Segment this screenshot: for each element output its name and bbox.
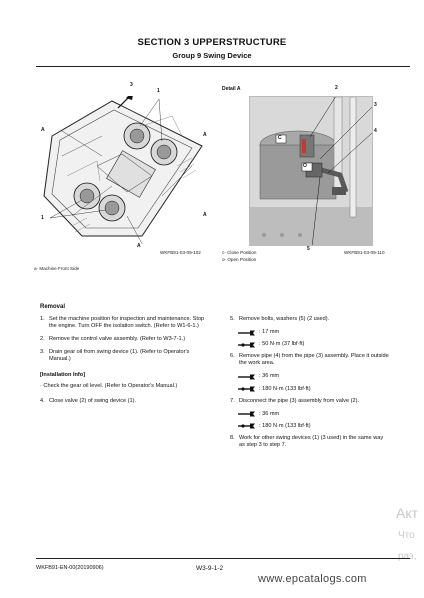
step-3 — [40, 349, 210, 363]
left-callout-a-right-lower: A — [203, 212, 207, 218]
step-number: 7. — [230, 397, 235, 404]
step-2 — [40, 336, 210, 343]
removal-heading: Removal — [40, 304, 66, 310]
right-callout-2: 2 — [335, 85, 338, 91]
step-number: 3. — [40, 349, 45, 356]
step-8 — [230, 435, 390, 449]
right-text-column — [230, 316, 390, 455]
page-number: W3-9-1-2 — [196, 565, 224, 572]
step-number: 8. — [230, 434, 235, 441]
step-number: 4. — [40, 397, 45, 404]
step-1 — [40, 316, 210, 330]
wrench-icon — [238, 374, 256, 380]
step-6 — [230, 353, 390, 367]
spec-value: : 36 mm — [259, 410, 280, 417]
left-callout-1-top: 1 — [157, 88, 160, 94]
figure-left — [42, 96, 210, 244]
left-text-column — [40, 304, 210, 411]
torque-wrench-icon — [238, 386, 256, 392]
group-title: Group 9 Swing Device — [172, 51, 252, 60]
step-number: 2. — [40, 336, 45, 343]
section-title: SECTION 3 UPPERSTRUCTURE — [137, 37, 287, 48]
figure-right-photo — [249, 96, 373, 246]
step-number: 1. — [40, 316, 45, 323]
spec-value: : 180 N·m (133 lbf·ft) — [259, 385, 311, 392]
wrench-spec — [238, 411, 390, 418]
activate-windows-line-3: раз, — [398, 551, 417, 562]
wrench-icon — [238, 411, 256, 417]
right-figure-code: WKFB91-03-09-110 — [344, 250, 385, 255]
left-callout-a-right-upper: A — [203, 132, 207, 138]
installation-info-heading: [Installation Info] — [40, 371, 86, 378]
detail-a-photo — [250, 97, 372, 245]
left-callout-3: 3 — [130, 82, 133, 88]
watermark-url[interactable]: www.epcatalogs.com — [258, 573, 367, 585]
step-text: Remove pipe (4) from the pipe (3) assembly. Place it outside the work area. — [239, 353, 389, 367]
right-label-c: C — [278, 135, 282, 141]
step-5 — [230, 316, 390, 323]
header-divider — [36, 66, 410, 67]
detail-a-title: Detail A — [222, 86, 241, 92]
right-callout-3: 3 — [374, 102, 377, 108]
right-legend-open: o- Open Position — [222, 257, 257, 262]
torque-spec — [238, 341, 390, 348]
wrench-spec — [238, 373, 390, 380]
step-text: Remove the control valve assembly. (Refer to W3-7-1.) — [49, 336, 186, 343]
torque-spec — [238, 423, 390, 430]
document-code: WKFB91-EN-00(20190906) — [36, 565, 104, 571]
right-legend-close: c- Close Position — [222, 250, 257, 255]
step-text: Set the machine position for inspection and maintenance. Stop the engine. Turn OFF the isolation switch. (Refer to W1-6-1.) — [49, 316, 205, 330]
wrench-icon — [238, 330, 256, 336]
step-text: Drain gear oil from swing device (1). (Refer to Operator's Manual.) — [49, 349, 190, 363]
spec-value: : 180 N·m (133 lbf·ft) — [259, 422, 311, 429]
activate-windows-line-2: Что — [398, 530, 415, 541]
left-figure-legend: a- Machine Front Side — [34, 266, 80, 271]
spec-value: : 36 mm — [259, 373, 280, 380]
step-text: Remove bolts, washers (5) (2 used). — [239, 316, 330, 322]
left-callout-a-bottom: A — [137, 243, 141, 249]
swing-device-overview-illustration — [42, 96, 210, 244]
step-text: Close valve (2) of swing device (1). — [49, 397, 137, 404]
footer-divider — [36, 558, 410, 559]
right-label-o: O — [303, 163, 307, 169]
step-number: 5. — [230, 316, 235, 322]
torque-spec — [238, 386, 390, 393]
right-callout-4: 4 — [374, 128, 377, 134]
torque-wrench-icon — [238, 342, 256, 348]
step-text: Work for other swing devices (1) (3 used) in the same way as step 3 to step 7. — [239, 434, 384, 449]
activate-windows-line-1: Акт — [396, 505, 419, 521]
torque-wrench-icon — [238, 423, 256, 429]
left-callout-a-left-upper: A — [41, 127, 45, 133]
right-callout-5: 5 — [307, 246, 310, 252]
installation-info-text: · Check the gear oil level. (Refer to Operator's Manual.) — [40, 382, 178, 389]
left-figure-code: WKFB91-03-09-102 — [160, 250, 201, 255]
step-7 — [230, 398, 390, 405]
wrench-spec — [238, 329, 390, 336]
spec-value: : 17 mm — [259, 329, 280, 336]
step-4 — [40, 398, 210, 405]
step-text: Disconnect the pipe (3) assembly from valve (2). — [239, 397, 360, 404]
left-callout-1-bottom: 1 — [41, 215, 44, 221]
spec-value: : 50 N·m (37 lbf·ft) — [259, 341, 305, 348]
step-number: 6. — [230, 353, 235, 360]
